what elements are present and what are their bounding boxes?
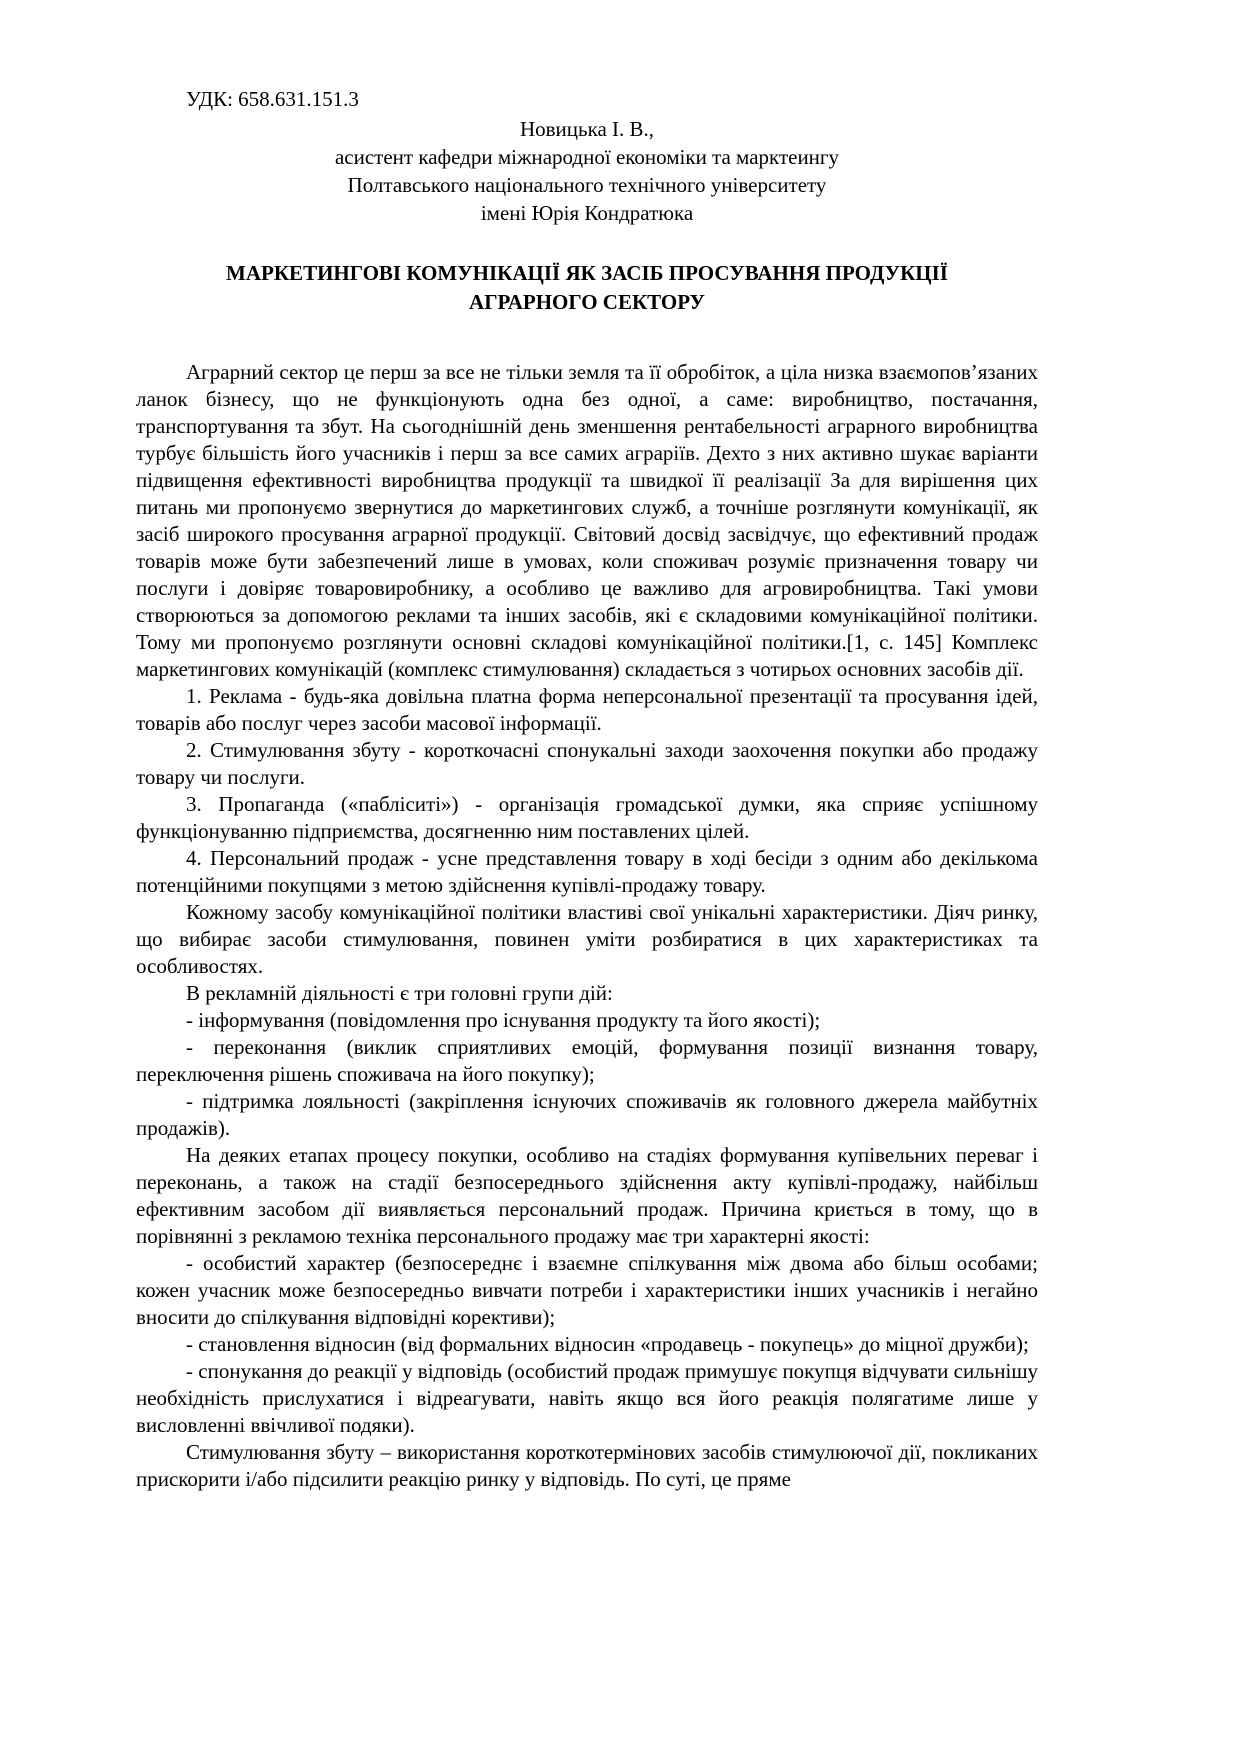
paper-title-line-1: МАРКЕТИНГОВІ КОМУНІКАЦІЇ ЯК ЗАСІБ ПРОСУВАННЯ ПРОДУКЦІЇ [226,261,948,285]
list-item-loyalty: - підтримка лояльності (закріплення існуючих споживачів як головного джерела майбутніх продажів). [136,1089,1038,1140]
author-affiliation-name: імені Юрія Кондратюка [480,201,694,225]
udc-code: УДК: 658.631.151.3 [186,87,359,111]
paragraph-item-sales-promotion: 2. Стимулювання збуту - короткочасні спонукальні заходи заохочення покупки або продажу товару чи послуги. [136,738,1038,789]
author-position: асистент кафедри міжнародної економіки та марктеингу [334,145,840,169]
author-affiliation: Полтавського національного технічного університету [347,173,827,197]
paragraph-item-advertising: 1. Реклама - будь-яка довільна платна форма неперсональної презентації та просування ідей, товарів або послуг через засоби масової інформації. [136,684,1038,735]
article-body [136,359,1038,1493]
list-item-personal-character: - особистий характер (безпосереднє і взаємне спілкування між двома або більш особами; кожен учасник може безпосередньо вивчати потреби і характеристики інших учасників і негайно вносити до спілкування відповідні корективи); [136,1251,1038,1329]
paragraph-ad-groups-lead: В рекламній діяльності є три головні групи дій: [186,981,613,1005]
paragraph-item-personal-selling: 4. Персональний продаж - усне представлення товару в ході бесіди з одним або декількома потенційними покупцями з метою здійснення купівлі-продажу товару. [136,846,1038,897]
list-item-response: - спонукання до реакції у відповідь (особистий продаж примушує покупця відчувати сильнішу необхідність прислухатися і відреагувати, навіть якщо вся його реакція полягатиме лише у висловленні ввічливої подяки). [136,1359,1038,1437]
list-item-persuasion: - переконання (виклик сприятливих емоцій, формування позиції визнання товару, переключення рішень споживача на його покупку); [136,1035,1038,1086]
paragraph-characteristics: Кожному засобу комунікаційної політики властиві свої унікальні характеристики. Діяч ринку, що вибирає засоби стимулювання, повинен уміти розбиратися в цих характеристиках та особливостях. [136,900,1038,978]
author-block [136,115,1038,227]
paragraph-intro: Аграрний сектор це перш за все не тільки земля та її обробіток, а ціла низка взаємопов’язаних ланок бізнесу, що не функціонують одна без одної, а саме: виробництво, постачання, транспортування та збут. На сьогоднішній день зменшення рентабельності аграрного виробництва турбує більшість його учасників і перш за все самих аграріїв. Дехто з них активно шукає варіанти підвищення ефективності виробництва продукції та швидкої її реалізації За для вирішення цих питань ми пропонуємо звернутися до маркетингових служб, а точніше розглянути комунікації, як засіб широкого просування аграрної продукції. Світовий досвід засвідчує, що ефективний продаж товарів може бути забезпечений лише в умовах, коли споживач розуміє призначення товару чи послуги і довіряє товаровиробнику, а особливо це важливо для агровиробництва. Такі умови створюються за допомогою реклами та інших засобів, які є складовими комунікаційної політики. Тому ми пропонуємо розглянути основні складові комунікаційної політики.[1, с. 145] Комплекс маркетингових комунікацій (комплекс стимулювання) складається з чотирьох основних засобів дії. [136,360,1038,681]
list-item-relations: - становлення відносин (від формальних відносин «продавець - покупець» до міцної дружби); [186,1332,1029,1356]
author-name: Новицька І. В., [519,117,655,141]
paper-title-line-2: АГРАРНОГО СЕКТОРУ [469,290,705,314]
paper-title [136,259,1038,317]
paragraph-personal-selling-stages: На деяких етапах процесу покупки, особливо на стадіях формування купівельних переваг і переконань, а також на стадії безпосереднього здійснення акту купівлі-продажу, найбільш ефективним засобом дії виявляється персональний продаж. Причина криється в тому, що в порівнянні з рекламою техніка персонального продажу має три характерні якості: [136,1143,1038,1248]
paragraph-sales-promotion-definition: Стимулювання збуту – використання короткотермінових засобів стимулюючої дії, покликаних прискорити і/або підсилити реакцію ринку у відповідь. По суті, це пряме [136,1440,1038,1491]
paragraph-item-propaganda: 3. Пропаганда («пабліситі») - організація громадської думки, яка сприяє успішному функціонуванню підприємства, досягненню ним поставлених цілей. [136,792,1038,843]
list-item-informing: - інформування (повідомлення про існування продукту та його якості); [186,1008,821,1032]
